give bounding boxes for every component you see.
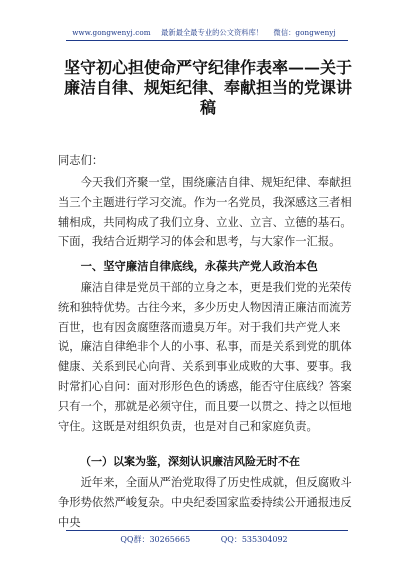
footer-qq-contact: QQ：535304092 — [220, 535, 288, 544]
subsection-heading-1: （一）以案为鉴，深刻认识廉洁风险无时不在 — [80, 455, 300, 468]
header-wechat: 微信：gongwenyj — [273, 28, 336, 37]
header-site-link[interactable]: www.gongwenyj.com — [72, 28, 151, 37]
greeting: 同志们： — [58, 154, 104, 167]
header-banner — [0, 28, 408, 38]
section-heading-1: 一、坚守廉洁自律底线，永葆共产党人政治本色 — [80, 259, 318, 273]
header-divider — [66, 40, 348, 41]
document-title: 坚守初心担使命严守纪律作表率——关于廉洁自律、规矩纪律、奉献担当的党课讲稿 — [63, 58, 352, 117]
subsection-1-paragraph: 近年来，全面从严治党取得了历史性成就，但反腐败斗争形势依然严峻复杂。中央纪委国家监委持续公开通报违反中央 — [58, 476, 352, 529]
footer-divider — [66, 530, 348, 531]
section-1-paragraph: 廉洁自律是党员干部的立身之本，更是我们党的光荣传统和独特优势。古往今来，多少历史人物因清正廉洁而流芳百世，也有因贪腐堕落而遗臭万年。对于我们共产党人来说，廉洁自律绝非个人的小事、私事，而是关系到党的肌体健康、关系到民心向背、关系到事业成败的大事、要事。我时常扪心自问：面对形形色色的诱惑，能否守住底线？答案只有一个，那就是必须守住，而且要一以贯之、持之以恒地守住。这既是对组织负责，也是对自己和家庭负责。 — [58, 281, 352, 433]
footer — [0, 534, 408, 545]
header-slogan: 最新最全最专业的公文资料库！ — [161, 28, 264, 37]
footer-qq-group: QQ群：30265665 — [120, 535, 191, 544]
intro-paragraph: 今天我们齐聚一堂，围绕廉洁自律、规矩纪律、奉献担当三个主题进行学习交流。作为一名党员，我深感这三者相辅相成，共同构成了我们立身、立业、立言、立德的基石。下面，我结合近期学习的体会和思考，与大家作一汇报。 — [58, 176, 352, 249]
